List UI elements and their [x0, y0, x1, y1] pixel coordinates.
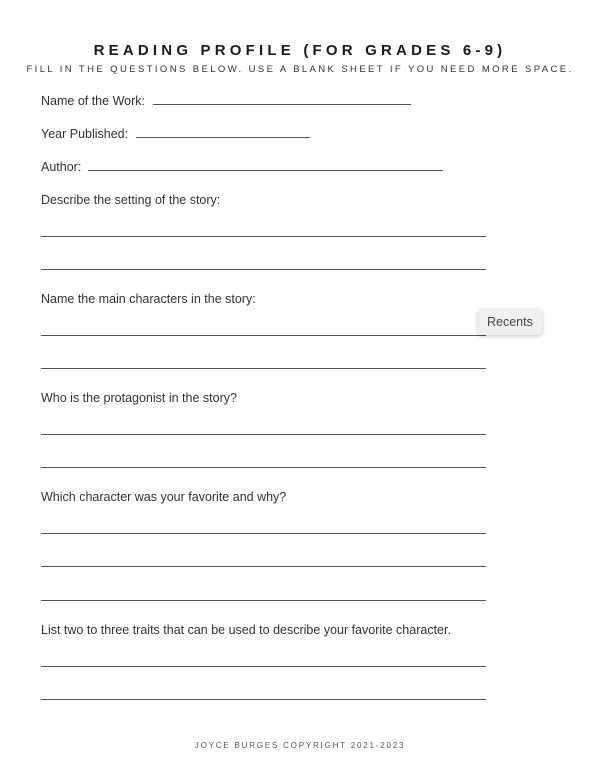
characters-answer-line[interactable]: [41, 368, 486, 369]
characters-question: Name the main characters in the story:: [41, 292, 256, 306]
traits-answer-line[interactable]: [41, 699, 486, 700]
favorite-question: Which character was your favorite and why?: [41, 490, 287, 504]
page-title: READING PROFILE (FOR GRADES 6-9): [93, 42, 507, 59]
protagonist-answer-line[interactable]: [41, 467, 486, 468]
setting-answer-line[interactable]: [41, 236, 486, 237]
recents-tooltip[interactable]: Recents: [478, 309, 542, 335]
traits-question: List two to three traits that can be used to describe your favorite character.: [41, 623, 451, 637]
favorite-answer-line[interactable]: [41, 600, 486, 601]
setting-question: Describe the setting of the story:: [41, 193, 221, 207]
year-published-label: Year Published:: [41, 127, 129, 141]
favorite-answer-line[interactable]: [41, 566, 486, 567]
favorite-answer-line[interactable]: [41, 533, 486, 534]
copyright-footer: JOYCE BURGES COPYRIGHT 2021-2023: [194, 741, 406, 750]
author-field[interactable]: [88, 170, 443, 171]
author-label: Author:: [41, 160, 82, 174]
protagonist-question: Who is the protagonist in the story?: [41, 391, 237, 405]
setting-answer-line[interactable]: [41, 269, 486, 270]
traits-answer-line[interactable]: [41, 666, 486, 667]
protagonist-answer-line[interactable]: [41, 434, 486, 435]
work-name-label: Name of the Work:: [41, 94, 145, 108]
instructions: FILL IN THE QUESTIONS BELOW. USE A BLANK SHEET IF YOU NEED MORE SPACE.: [26, 64, 574, 75]
year-published-field[interactable]: [136, 137, 310, 138]
characters-answer-line[interactable]: [41, 335, 486, 336]
work-name-field[interactable]: [153, 104, 411, 105]
